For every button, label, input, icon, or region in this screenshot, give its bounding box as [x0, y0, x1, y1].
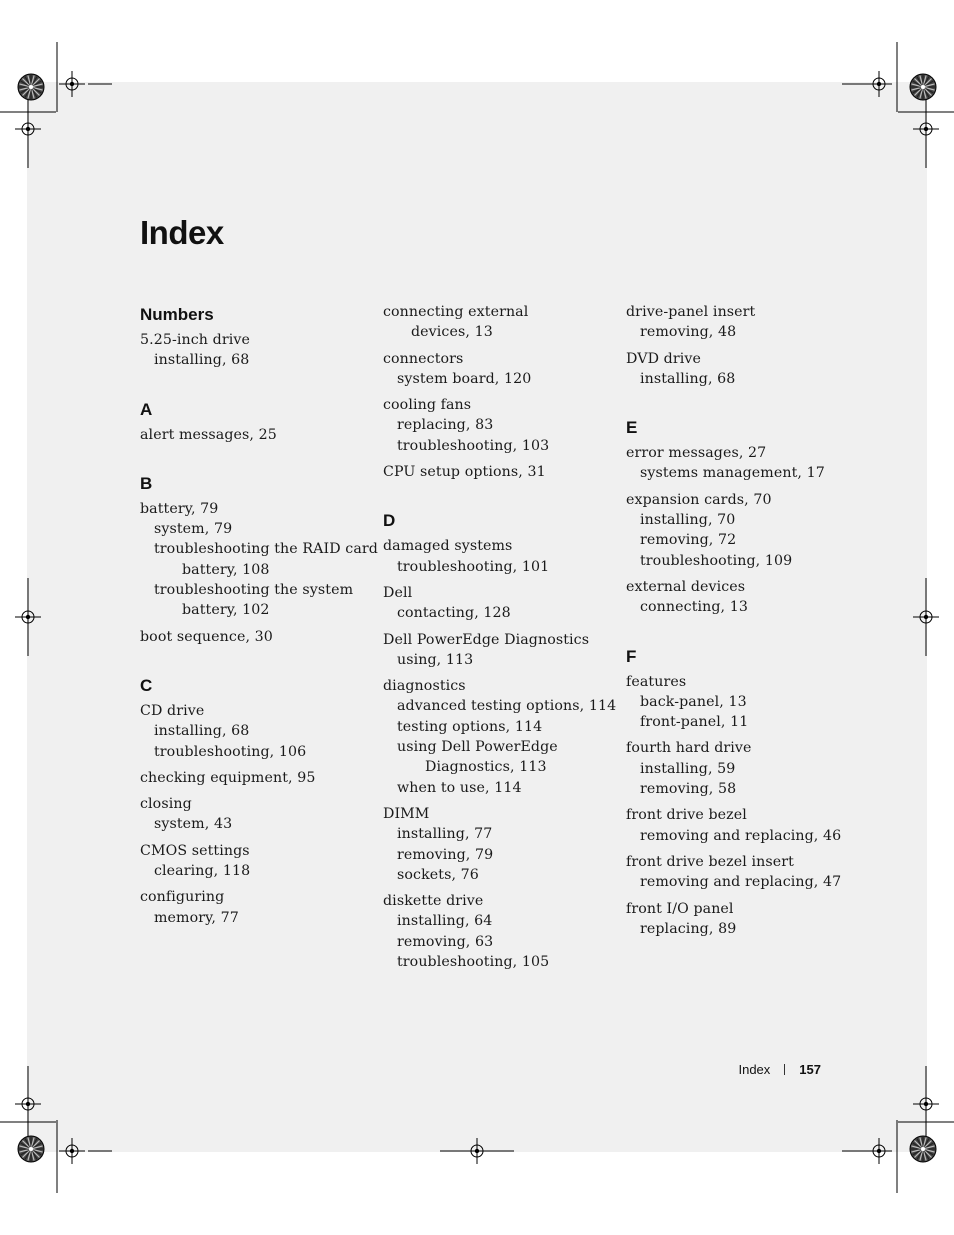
index-entry: [626, 672, 851, 733]
index-term: front drive bezel: [626, 807, 747, 824]
index-subterm: troubleshooting, 103: [397, 437, 550, 454]
index-subterm: installing, 70: [640, 512, 736, 529]
index-subterm: system, 43: [154, 816, 233, 833]
index-subterm: removing, 72: [640, 532, 737, 549]
index-column-1: [140, 302, 378, 954]
index-section: [626, 415, 851, 617]
page-number: 157: [799, 1062, 821, 1077]
index-entry: [626, 349, 851, 390]
index-subterm: troubleshooting, 105: [397, 954, 550, 971]
index-subterm: advanced testing options, 114: [397, 698, 617, 715]
index-subterm: troubleshooting, 109: [640, 552, 793, 569]
index-entry: [383, 395, 608, 456]
index-entry: [140, 841, 365, 882]
index-term: Dell PowerEdge Diagnostics: [383, 631, 590, 648]
index-subterm: battery, 102: [182, 602, 270, 619]
index-subterm: Diagnostics, 113: [425, 759, 547, 776]
index-entry: [140, 627, 365, 647]
index-subterm: sockets, 76: [397, 866, 479, 883]
index-subterm: devices, 13: [411, 324, 493, 341]
index-term: CPU setup options, 31: [383, 464, 546, 481]
index-term: Dell: [383, 584, 413, 601]
index-entry: [140, 499, 378, 621]
index-subterm: connecting, 13: [640, 599, 749, 616]
index-subterm: clearing, 118: [154, 863, 251, 880]
index-subterm: testing options, 114: [397, 718, 543, 735]
index-entry: [383, 676, 617, 798]
index-subterm: front-panel, 11: [640, 714, 749, 731]
index-term: DIMM: [383, 805, 430, 822]
index-term: diskette drive: [383, 893, 484, 910]
footer-separator: [784, 1064, 785, 1075]
index-subterm: replacing, 83: [397, 417, 494, 434]
index-entry: [626, 805, 851, 846]
index-entry: [140, 794, 365, 835]
index-subterm: troubleshooting, 106: [154, 743, 307, 760]
index-section: [140, 302, 365, 371]
index-term: closing: [140, 796, 192, 813]
index-term: external devices: [626, 578, 746, 595]
index-subterm: removing and replacing, 47: [640, 874, 842, 891]
index-subterm: when to use, 114: [397, 779, 522, 796]
index-entry: [383, 630, 608, 671]
index-term: error messages, 27: [626, 445, 767, 462]
section-heading: E: [626, 418, 638, 438]
index-subterm: using Dell PowerEdge: [397, 739, 558, 756]
index-entry: [626, 490, 851, 571]
index-subterm: installing, 59: [640, 760, 736, 777]
index-subterm: memory, 77: [154, 909, 239, 926]
section-heading: D: [383, 511, 396, 531]
index-term: CMOS settings: [140, 842, 250, 859]
index-entry: [383, 536, 608, 577]
index-section: [140, 397, 365, 445]
index-entry: [383, 462, 608, 482]
index-entry: [383, 804, 608, 885]
index-entry: [383, 891, 608, 972]
index-subterm: removing, 79: [397, 846, 494, 863]
index-term: features: [626, 673, 687, 690]
page-footer: [680, 1060, 821, 1080]
index-entry: [626, 738, 851, 799]
index-term: drive-panel insert: [626, 304, 756, 320]
index-section: [626, 302, 851, 389]
index-term: configuring: [140, 889, 225, 906]
index-subterm: removing, 48: [640, 324, 737, 341]
index-entry: [140, 887, 365, 928]
index-term: damaged systems: [383, 538, 513, 555]
index-subterm: removing, 63: [397, 933, 494, 950]
index-section: [383, 302, 608, 482]
index-subterm: system, 79: [154, 521, 233, 538]
page-title: Index: [140, 214, 224, 251]
index-term: boot sequence, 30: [140, 628, 273, 645]
index-section: [383, 508, 617, 972]
index-term: battery, 79: [140, 500, 219, 517]
index-term: connectors: [383, 350, 464, 367]
section-heading: F: [626, 646, 637, 666]
index-column-2: [383, 302, 617, 998]
index-term: cooling fans: [383, 397, 472, 414]
section-heading: B: [140, 473, 153, 493]
index-section: [140, 673, 365, 928]
index-subterm: using, 113: [397, 651, 474, 668]
index-subterm: system board, 120: [397, 370, 532, 387]
section-heading: A: [140, 399, 153, 419]
index-subterm: removing and replacing, 46: [640, 827, 842, 844]
index-subterm: replacing, 89: [640, 920, 737, 937]
index-entry: [140, 330, 365, 371]
index-entry: [626, 899, 851, 940]
index-entry: [626, 302, 851, 343]
index-entry: [140, 701, 365, 762]
index-column-3: [626, 302, 851, 965]
footer-label: Index: [738, 1062, 771, 1077]
index-term: DVD drive: [626, 350, 701, 367]
index-subterm: troubleshooting the RAID card: [154, 541, 378, 558]
index-subterm: battery, 108: [182, 561, 270, 578]
index-term: diagnostics: [383, 678, 466, 695]
index-term: 5.25-inch drive: [140, 332, 250, 348]
index-term: alert messages, 25: [140, 426, 277, 443]
index-entry: [626, 443, 851, 484]
index-subterm: installing, 68: [640, 370, 736, 387]
index-term: front I/O panel: [626, 900, 734, 917]
index-subterm: installing, 68: [154, 723, 250, 740]
index-entry: [383, 349, 608, 390]
index-section: [626, 644, 851, 940]
index-entry: [383, 583, 608, 624]
index-subterm: contacting, 128: [397, 605, 511, 622]
index-subterm: installing, 64: [397, 913, 493, 930]
index-section: [140, 471, 378, 647]
index-entry: [626, 577, 851, 618]
section-heading: C: [140, 675, 153, 695]
index-subterm: systems management, 17: [640, 465, 825, 482]
index-entry: [383, 302, 608, 343]
index-subterm: installing, 77: [397, 826, 493, 843]
index-entry: [140, 425, 365, 445]
index-term: CD drive: [140, 702, 205, 719]
index-subterm: troubleshooting the system: [154, 582, 354, 599]
index-term: expansion cards, 70: [626, 491, 772, 508]
index-subterm: installing, 68: [154, 352, 250, 369]
index-term: fourth hard drive: [626, 740, 752, 757]
index-subterm: back-panel, 13: [640, 693, 747, 710]
section-heading: Numbers: [140, 305, 214, 324]
index-term: front drive bezel insert: [626, 853, 794, 870]
index-subterm: troubleshooting, 101: [397, 558, 550, 575]
index-term: checking equipment, 95: [140, 769, 316, 786]
index-subterm: removing, 58: [640, 781, 737, 798]
index-term: connecting external: [383, 304, 529, 320]
index-entry: [140, 768, 365, 788]
index-entry: [626, 852, 851, 893]
